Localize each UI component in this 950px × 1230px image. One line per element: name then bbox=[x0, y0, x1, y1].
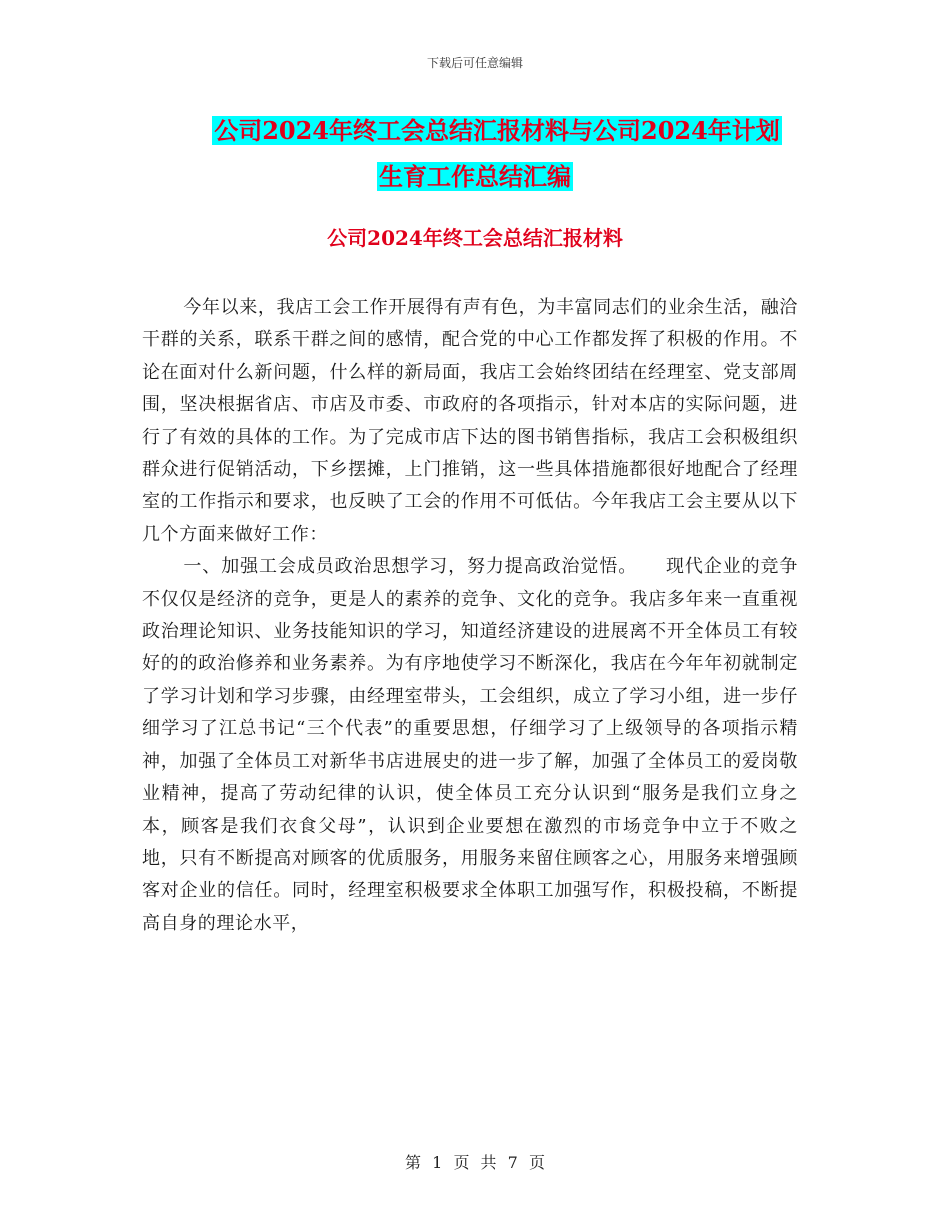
paragraph: 今年以来，我店工会工作开展得有声有色，为丰富同志们的业余生活，融洽干群的关系，联系干群之间的感情，配合党的中心工作都发挥了积极的作用。不论在面对什么新问题，什么样的新局面，我店工会始终团结在经理室、党支部周围，坚决根据省店、市店及市委、市政府的各项指示，针对本店的实际问题，进行了有效的具体的工作。为了完成市店下达的图书销售指标，我店工会积极组织群众进行促销活动，下乡摆摊，上门推销，这一些具体措施都很好地配合了经理室的工作指示和要求，也反映了工会的作用不可低估。今年我店工会主要从以下几个方面来做好工作： bbox=[142, 297, 798, 545]
footer-page-word: 页 bbox=[453, 1153, 470, 1172]
footer-suffix: 页 bbox=[528, 1153, 545, 1172]
page-footer bbox=[0, 1150, 950, 1173]
title-line-1: 公司2024年终工会总结汇报材料与公司2024年计划 bbox=[214, 116, 780, 145]
document-title bbox=[0, 108, 950, 200]
section-title: 公司2024年终工会总结汇报材料 bbox=[327, 226, 623, 250]
paragraph: 一、加强工会成员政治思想学习，努力提高政治觉悟。 现代企业的竞争不仅仅是经济的竞争，更是人的素养的竞争、文化的竞争。我店多年来一直重视政治理论知识、业务技能知识的学习，知道经济建设的进展离不开全体员工有较好的的政治修养和业务素养。为有序地使学习不断深化，我店在今年年初就制定了学习计划和学习步骤，由经理室带头，工会组织，成立了学习小组，进一步仔细学习了江总书记“三个代表”的重要思想，仔细学习了上级领导的各项指示精神，加强了全体员工对新华书店进展史的进一步了解，加强了全体员工的爱岗敬业精神，提高了劳动纪律的认识，使全体员工充分认识到“服务是我们立身之本，顾客是我们衣食父母”，认识到企业要想在激烈的市场竞争中立于不败之地，只有不断提高对顾客的优质服务，用服务来留住顾客之心，用服务来增强顾客对企业的信任。同时，经理室积极要求全体职工加强写作，积极投稿，不断提高自身的理论水平， bbox=[142, 556, 798, 934]
current-page-number: 1 bbox=[432, 1153, 443, 1172]
total-page-count: 7 bbox=[507, 1153, 518, 1172]
body-text bbox=[142, 292, 798, 940]
footer-prefix: 第 bbox=[405, 1153, 422, 1172]
header-note: 下载后可任意编辑 bbox=[426, 56, 523, 70]
footer-total-word: 共 bbox=[480, 1153, 497, 1172]
title-line-2: 生育工作总结汇编 bbox=[379, 162, 571, 191]
